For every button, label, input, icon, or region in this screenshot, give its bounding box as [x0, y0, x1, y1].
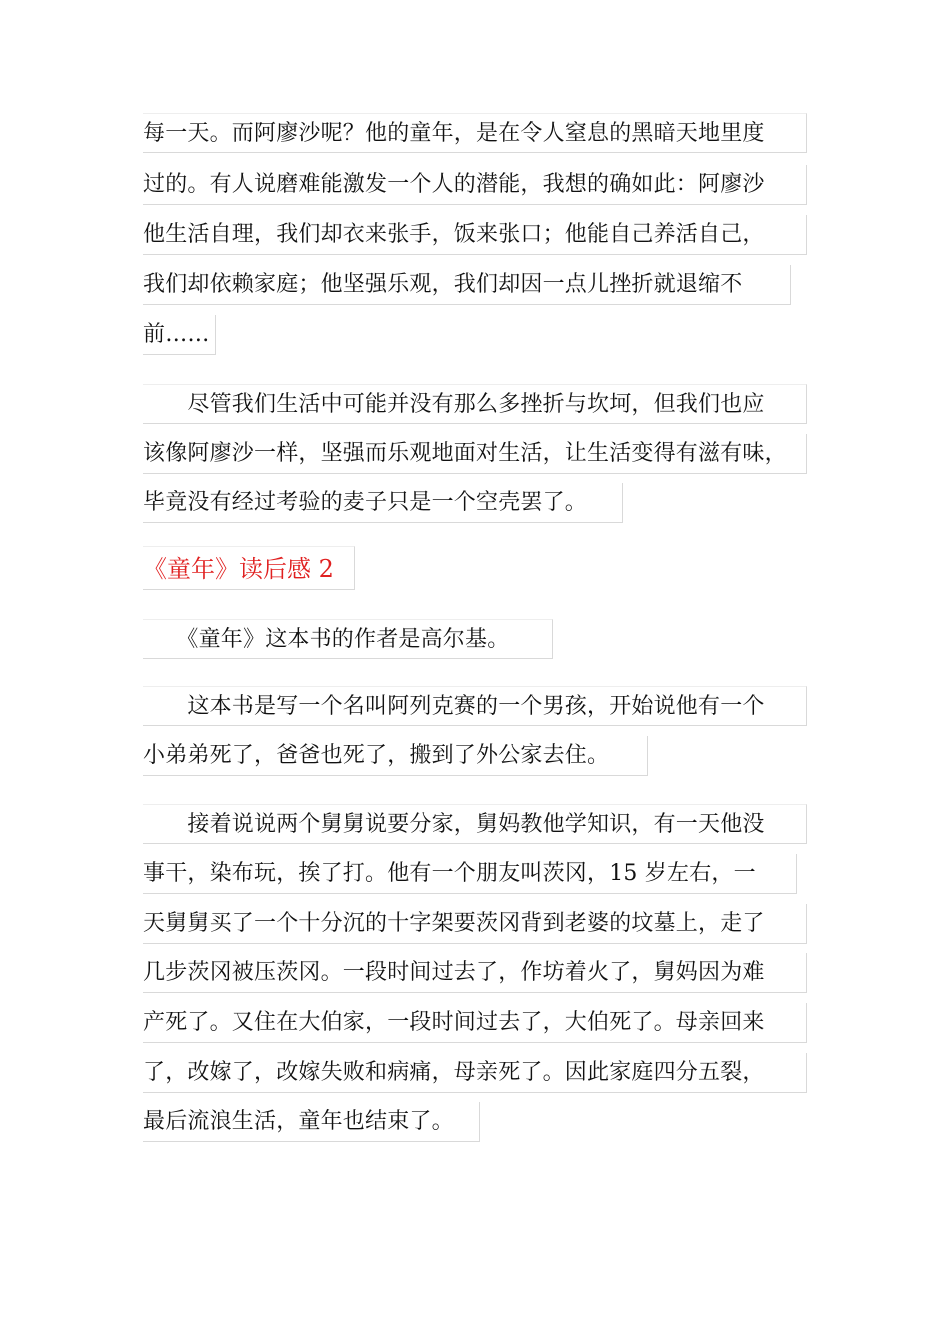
paragraph-5-line-5: 产死了。又住在大伯家，一段时间过去了，大伯死了。母亲回来 [143, 1003, 807, 1043]
paragraph-5-line-7: 最后流浪生活，童年也结束了。 [143, 1102, 480, 1142]
section-heading: 《童年》读后感 2 [143, 546, 355, 590]
paragraph-2-line-1: 尽管我们生活中可能并没有那么多挫折与坎坷，但我们也应 [143, 384, 807, 424]
paragraph-1-line-5: 前…… [143, 315, 216, 355]
paragraph-2-line-3: 毕竟没有经过考验的麦子只是一个空壳罢了。 [143, 483, 623, 523]
paragraph-5-line-1: 接着说说两个舅舅说要分家，舅妈教他学知识，有一天他没 [143, 804, 807, 844]
paragraph-4-line-1: 这本书是写一个名叫阿列克赛的一个男孩，开始说他有一个 [143, 686, 807, 726]
paragraph-5-line-3: 天舅舅买了一个十分沉的十字架要茨冈背到老婆的坟墓上，走了 [143, 904, 807, 944]
paragraph-1-line-4: 我们却依赖家庭；他坚强乐观，我们却因一点儿挫折就退缩不 [143, 265, 791, 305]
paragraph-1-line-2: 过的。有人说磨难能激发一个人的潜能，我想的确如此：阿廖沙 [143, 165, 807, 205]
paragraph-1-line-3: 他生活自理，我们却衣来张手，饭来张口；他能自己养活自己， [143, 215, 807, 255]
paragraph-5-line-6: 了，改嫁了，改嫁失败和病痛，母亲死了。因此家庭四分五裂， [143, 1053, 807, 1093]
paragraph-2-line-2: 该像阿廖沙一样，坚强而乐观地面对生活，让生活变得有滋有味， [143, 434, 807, 474]
paragraph-5-line-2: 事干，染布玩，挨了打。他有一个朋友叫茨冈，15 岁左右，一 [143, 854, 797, 894]
paragraph-5-line-4: 几步茨冈被压茨冈。一段时间过去了，作坊着火了，舅妈因为难 [143, 953, 807, 993]
paragraph-4-line-2: 小弟弟死了，爸爸也死了，搬到了外公家去住。 [143, 736, 648, 776]
paragraph-3-line-1: 《童年》这本书的作者是高尔基。 [143, 619, 553, 659]
paragraph-1-line-1: 每一天。而阿廖沙呢？他的童年，是在令人窒息的黑暗天地里度 [143, 113, 807, 153]
